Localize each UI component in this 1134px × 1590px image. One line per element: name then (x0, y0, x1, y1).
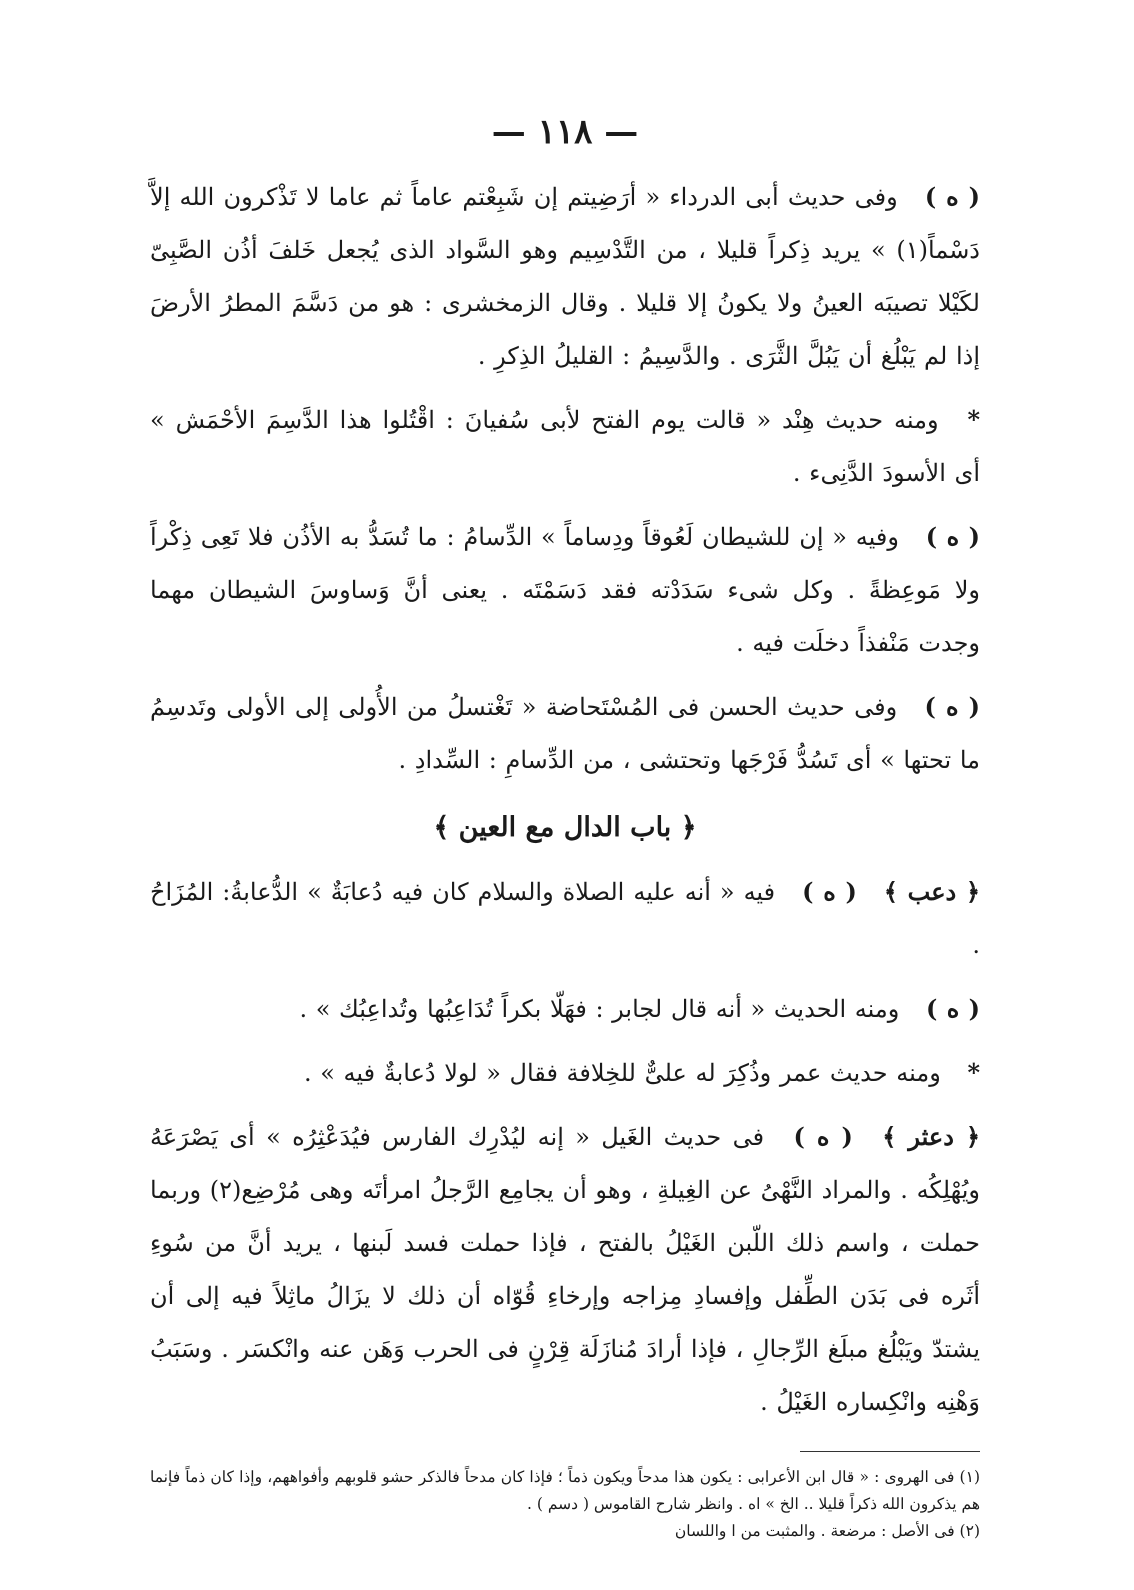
paragraph (150, 393, 980, 500)
source-marker: ( ه ) (793, 1122, 853, 1151)
entry-text: ومنه حديث عمر وذُكِرَ له علىٌّ للخِلافة فقال « لولا دُعابةٌ فيه » . (303, 1059, 941, 1087)
paragraph-text: ومنه حديث هِنْد « قالت يوم الفتح لأبى سُفيانَ : اقْتُلوا هذا الدَّسِمَ الأحْمَش » أى الأسودَ الدَّنِىء . (150, 406, 980, 487)
entry-headword: ﴿ دعثر ﴾ (882, 1122, 981, 1151)
section-heading: ﴿ باب الدال مع العين ﴾ (433, 812, 697, 843)
source-marker: * (967, 405, 980, 434)
dictionary-entry (150, 1046, 980, 1100)
page-number: — ١١٨ — (491, 112, 639, 152)
footnote: (٢) فى الأصل : مرضعة . والمثبت من ا واللسان (674, 1522, 980, 1540)
source-marker: ( ه ) (926, 994, 980, 1023)
source-marker: * (967, 1058, 980, 1087)
paragraph (150, 170, 980, 383)
source-marker: ( ه ) (802, 877, 857, 906)
footnote-divider (800, 1451, 980, 1452)
paragraph (150, 680, 980, 787)
source-marker: ( ه ) (924, 182, 980, 211)
dictionary-entry (150, 1110, 980, 1429)
document-page (150, 100, 980, 1560)
paragraph-text: وفيه « إن للشيطان لَعُوقاً ودِساماً » الدِّسامُ : ما تُسَدُّ به الأذُن فلا تَعِى ذِكْراً ولا مَوعِظةً . وكل شىء سَدَدْته فقد دَسَمْتَه . يعنى أنَّ وَساوسَ الشيطان مهما وجدت مَنْفذاً دخلَت فيه . (150, 523, 981, 657)
dictionary-entry (150, 982, 980, 1036)
entry-headword: ﴿ دعب ﴾ (883, 877, 981, 906)
footnote: (١) فى الهروى : « قال ابن الأعرابى : يكون هذا مدحاً ويكون ذماً ؛ فإذا كان مدحاً فالذكر حشو قلوبهم وأفواههم، وإذا كان ذماً فإنما هم يذكرون الله ذكراً قليلا .. الخ » اه . وانظر شارح القاموس ( دسم ) . (150, 1468, 980, 1513)
entry-text: فيه « أنه عليه الصلاة والسلام كان فيه دُعابَةٌ » الدُّعابةُ: المُزَاحُ . (150, 878, 980, 959)
entry-text: فى حديث الغَيل « إنه ليُدْرِك الفارس فيُدَعْثِرُه » أى يَصْرَعَهُ ويُهْلِكُه . والمراد النَّهْىُ عن الغِيلةِ ، وهو أن يجامِع الرَّجلُ امرأتَه وهى مُرْضِع(٢) وربما حملت ، واسم ذلك اللّبن الغَيْلُ بالفتح ، فإذا حملت فسد لَبنها ، يريد أنَّ من سُوءِ أثَره فى بَدَن الطِّفل وإفسادِ مِزاجه وإرخاءِ قُوّاه أن ذلك لا يزَالُ ماثِلاً فيه إلى أن يشتدّ ويَبْلُغ مبلَغ الرِّجالِ ، فإذا أرادَ مُنازَلَة قِرْنٍ فى الحرب وَهَن عنه وانْكسَر . وسَبَبُ وَهْنِه وانْكِساره الغَيْلُ . (150, 1123, 980, 1416)
paragraph-text: وفى حديث أبى الدرداء « أرَضِيتم إن شَبِعْتم عاماً ثم عاما لا تَذْكرون الله إلاَّ دَسْماً(١) » يريد ذِكراً قليلا ، من التَّدْسِيم وهو السَّواد الذى يُجعل خَلفَ أذُن الصَّبِىّ لكَيْلا تصيبَه العينُ ولا يكونُ إلا قليلا . وقال الزمخشرى : هو من دَسَّمَ المطرُ الأرضَ إذا لم يَبْلُغ أن يَبُلَّ الثَّرَى . والدَّسِيمُ : القليلُ الذِكرِ . (150, 183, 980, 370)
paragraph (150, 510, 980, 670)
entry-text: ومنه الحديث « أنه قال لجابر : فهَلّا بكراً تُدَاعِبُها وتُداعِبُك » . (299, 995, 900, 1023)
source-marker: ( ه ) (925, 522, 980, 551)
paragraph-text: وفى حديث الحسن فى المُسْتَحاضة « تَغْتسلُ من الأُولى إلى الأولى وتَدسِمُ ما تحتها » أى تَسُدُّ فَرْجَها وتحتشى ، من الدِّسامِ : السِّدادِ . (150, 693, 980, 774)
dictionary-entry (150, 865, 980, 972)
source-marker: ( ه ) (924, 692, 980, 721)
